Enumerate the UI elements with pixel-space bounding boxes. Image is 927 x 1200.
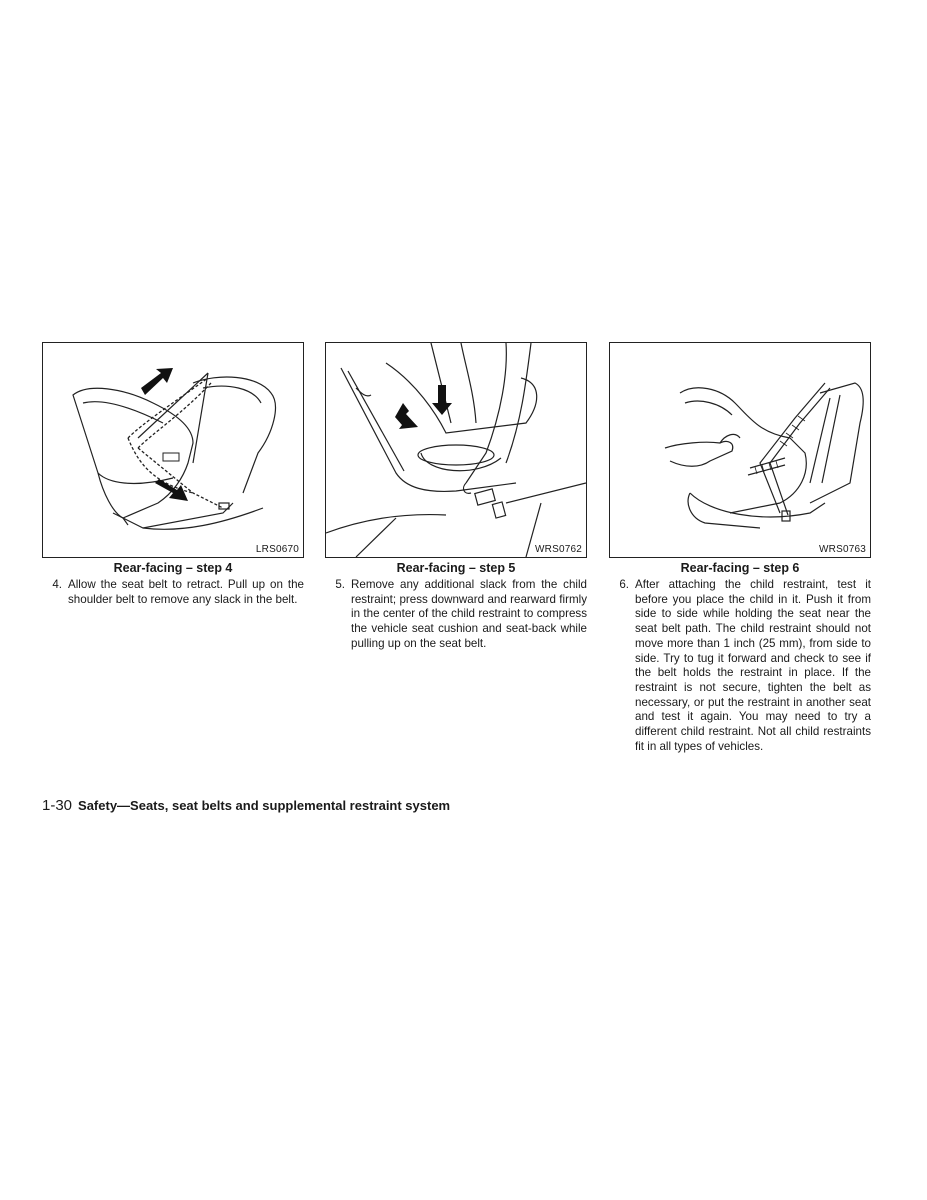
step-text: Remove any additional slack from the child restraint; press downward and rearward firmly in the center of the child restraint to compress the vehicle seat cushion and seat-back while pulling up on the seat belt.: [351, 578, 587, 650]
illustration-step-6: [609, 342, 871, 558]
page-number: 1-30: [42, 797, 73, 814]
figure-caption: Rear-facing – step 4: [113, 561, 233, 575]
child-seat-belt-retract-drawing: [43, 343, 303, 557]
figure-caption: Rear-facing – step 6: [680, 561, 800, 575]
section-title: Safety—Seats, seat belts and supplemental restraint system: [78, 798, 451, 813]
figure-column-step-5: [325, 342, 587, 652]
step-number: 5.: [335, 578, 345, 591]
step-number: 6.: [619, 578, 629, 591]
illustration-step-5: [325, 342, 587, 558]
step-number: 4.: [52, 578, 62, 591]
step-paragraph: [42, 578, 304, 607]
figure-column-step-6: [609, 342, 871, 754]
child-seat-press-down-drawing: [326, 343, 586, 557]
step-paragraph: [325, 578, 587, 652]
step-text: After attaching the child restraint, test it before you place the child in it. Push it from side to side while holding the seat near the seat belt path. The child restraint should not move more than 1 inch (25 mm), from side to side. Try to tug it forward and check to see if the belt holds the restraint in place. If the restraint is not secure, tighten the belt as necessary, or put the restraint in another seat and test it again. You may need to try a different child restraint. Not all child restraints fit in all types of vehicles.: [635, 578, 871, 753]
figure-code: WRS0762: [535, 544, 582, 555]
child-seat-test-drawing: [610, 343, 870, 557]
step-paragraph: [609, 578, 871, 754]
figure-code: WRS0763: [819, 544, 866, 555]
illustration-step-4: [42, 342, 304, 558]
figure-column-step-4: [42, 342, 304, 607]
figure-caption: Rear-facing – step 5: [396, 561, 516, 575]
page-footer: [42, 797, 450, 814]
figure-code: LRS0670: [255, 544, 299, 555]
step-text: Allow the seat belt to retract. Pull up on the shoulder belt to remove any slack in the belt.: [68, 578, 304, 606]
